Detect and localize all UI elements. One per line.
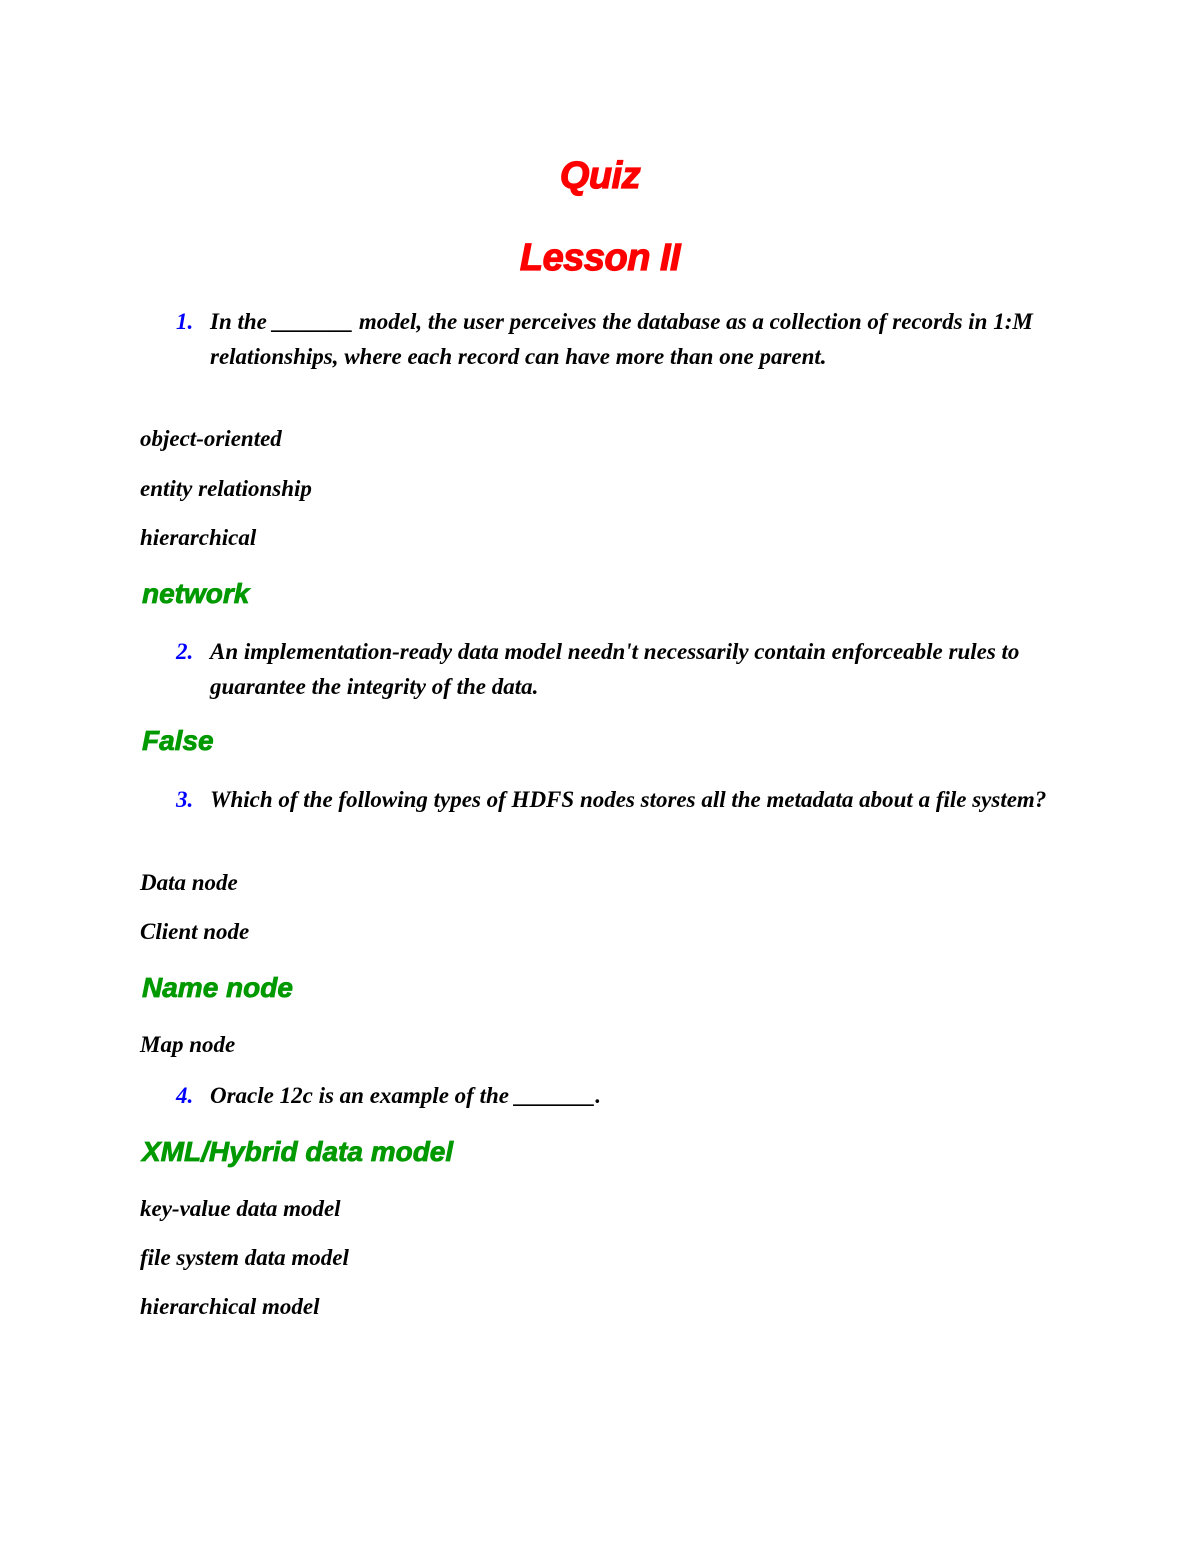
question-number: 2. — [176, 639, 194, 664]
question-text: An implementation-ready data model needn't necessarily contain enforceable rules to guarantee the integrity of the data. — [210, 639, 1020, 699]
option-item: hierarchical model — [140, 1294, 320, 1319]
option-item: Map node — [140, 1032, 236, 1057]
correct-answer: network — [142, 578, 250, 609]
question-text: Oracle 12c is an example of the _______. — [210, 1083, 601, 1108]
lesson-subtitle: Lesson II — [519, 237, 681, 279]
option-item: Data node — [140, 870, 238, 895]
option-item: file system data model — [140, 1245, 349, 1270]
question-number: 1. — [176, 309, 194, 334]
question-text: In the _______ model, the user perceives the database as a collection of records in 1:M relationships, where each record can have more than one parent. — [210, 309, 1033, 369]
option-item: hierarchical — [140, 525, 257, 550]
option-item: entity relationship — [140, 476, 312, 501]
question-1 — [176, 304, 1076, 374]
question-3 — [176, 782, 1076, 817]
option-item: Client node — [140, 919, 250, 944]
correct-answer: Name node — [142, 972, 293, 1003]
quiz-title: Quiz — [559, 155, 641, 197]
question-number: 4. — [176, 1083, 194, 1108]
question-number: 3. — [176, 787, 194, 812]
option-item: key-value data model — [140, 1196, 341, 1221]
question-4 — [176, 1078, 1076, 1113]
question-text: Which of the following types of HDFS nodes stores all the metadata about a file system? — [210, 787, 1047, 812]
correct-answer: False — [142, 725, 214, 756]
option-item: object-oriented — [140, 426, 282, 451]
correct-answer: XML/Hybrid data model — [142, 1136, 454, 1167]
question-2 — [176, 634, 1076, 704]
